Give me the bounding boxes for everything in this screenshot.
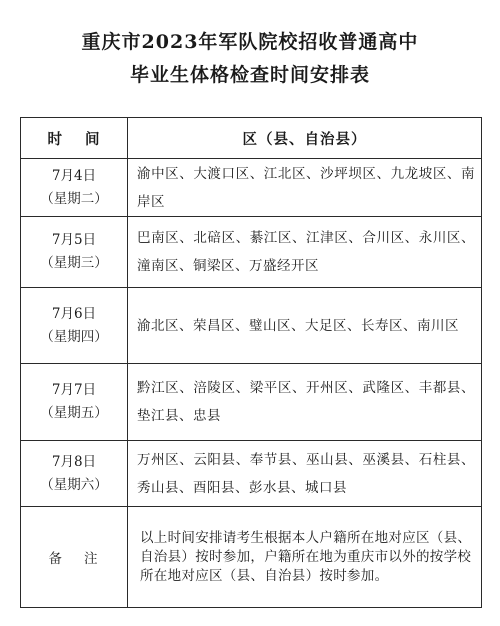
- date-cell: [21, 288, 128, 364]
- date-text: 7月5日: [51, 232, 97, 248]
- weekday-text: （星期四）: [40, 328, 108, 345]
- schedule-table: [20, 117, 482, 608]
- table-row: [21, 364, 482, 441]
- table-row: [21, 288, 482, 364]
- document-title-line-2: 毕业生体格检查时间安排表: [129, 64, 370, 86]
- weekday-text: （星期二）: [40, 190, 108, 207]
- time-header-char-2: 间: [85, 130, 101, 148]
- date-text: 7月7日: [51, 382, 97, 398]
- note-text-cell: 以上时间安排请考生根据本人户籍所在地对应区（县、自治县）按时参加，户籍所在地为重庆市以外的按学校所在地对应区（县、自治县）按时参加。: [128, 507, 482, 608]
- date-cell: [21, 441, 128, 507]
- areas-cell: 万州区、云阳县、奉节县、巫山县、巫溪县、石柱县、秀山县、酉阳县、彭水县、城口县: [128, 441, 482, 507]
- note-label-char-2: 注: [84, 551, 100, 567]
- areas-cell: 渝北区、荣昌区、璧山区、大足区、长寿区、南川区: [128, 288, 482, 364]
- table-header-row: [21, 118, 482, 159]
- note-row: [21, 507, 482, 608]
- region-column-header: 区（县、自治县）: [128, 118, 482, 159]
- areas-cell: 黔江区、涪陵区、梁平区、开州区、武隆区、丰都县、垫江县、忠县: [128, 364, 482, 441]
- note-label-cell: [21, 507, 128, 608]
- date-cell: [21, 364, 128, 441]
- weekday-text: （星期六）: [40, 476, 108, 493]
- weekday-text: （星期五）: [40, 405, 108, 421]
- table-row: [21, 159, 482, 217]
- areas-cell: 巴南区、北碚区、綦江区、江津区、合川区、永川区、潼南区、铜梁区、万盛经开区: [128, 217, 482, 288]
- date-cell: [21, 159, 128, 217]
- weekday-text: （星期三）: [40, 255, 108, 271]
- document-title-line-1: 重庆市2023年军队院校招收普通高中: [81, 31, 419, 53]
- table-row: [21, 441, 482, 507]
- note-label-char-1: 备: [48, 551, 64, 567]
- date-cell: [21, 217, 128, 288]
- time-column-header: [21, 118, 128, 159]
- table-row: [21, 217, 482, 288]
- date-text: 7月4日: [51, 167, 97, 184]
- date-text: 7月8日: [51, 453, 97, 470]
- time-header-char-1: 时: [47, 130, 63, 148]
- areas-cell: 渝中区、大渡口区、江北区、沙坪坝区、九龙坡区、南岸区: [128, 159, 482, 217]
- date-text: 7月6日: [51, 305, 97, 322]
